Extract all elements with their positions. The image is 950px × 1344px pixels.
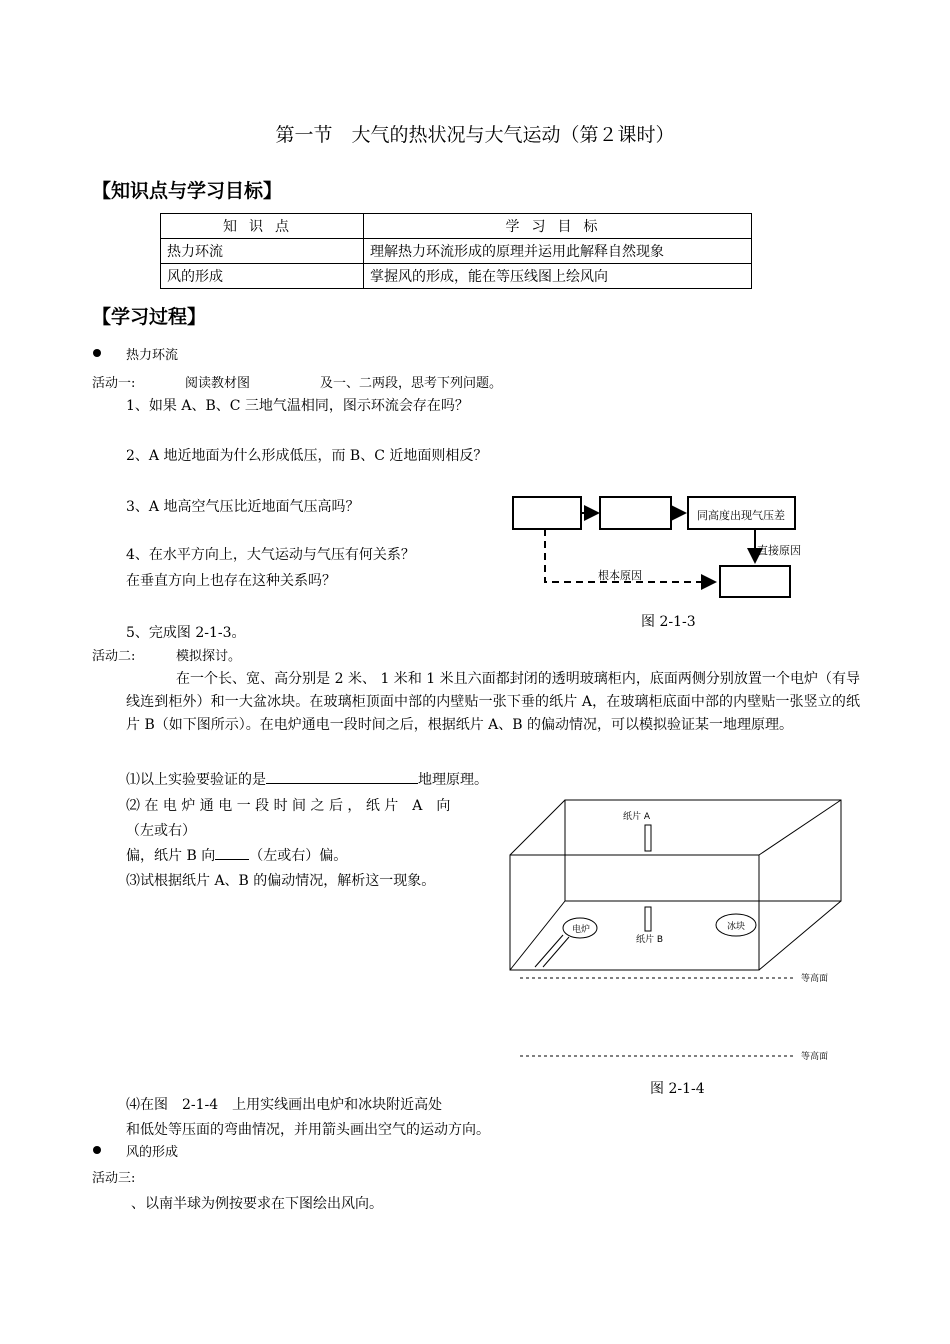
- table-header-row: [161, 214, 752, 239]
- activity1-question-4-line1: 4、在水平方向上，大气运动与气压有何关系？: [126, 547, 415, 563]
- activity2-question-1-prefix: ⑴以上实验要验证的是: [126, 772, 266, 788]
- page-title: 第一节 大气的热状况与大气运动（第２课时）: [275, 124, 675, 146]
- activity1-intro-part2: 及一、二两段，思考下列问题。: [320, 376, 503, 391]
- paper-a-shape: [645, 825, 651, 851]
- root-cause-label: 根本原因: [598, 569, 642, 582]
- table-row: [161, 264, 752, 289]
- ice-label: 冰块: [727, 922, 746, 932]
- bullet-icon: [93, 1146, 101, 1154]
- flow-box-1: [513, 497, 581, 529]
- table-cell: 风的形成: [161, 264, 364, 289]
- table-cell: 掌握风的形成，能在等压线图上绘风向: [364, 264, 752, 289]
- table-header-goal: 学习目标: [364, 214, 752, 239]
- figure-2-1-4-glass-box: [505, 795, 850, 1070]
- activity1-question-5: 5、完成图 2-1-3。: [126, 625, 246, 641]
- activity2-question-3: ⑶试根据纸片 A、B 的偏动情况，解析这一现象。: [126, 873, 436, 889]
- activity2-question-2-line3: [126, 845, 347, 865]
- activity2-question-4-line1: ⑷在图 2-1-4 上用实线画出电炉和冰块附近高处: [126, 1097, 443, 1113]
- activity1-label: 活动一:: [92, 376, 136, 391]
- figure-2-1-4-caption: 图 2-1-4: [650, 1081, 705, 1097]
- activity2-question-4-line2: 和低处等压面的弯曲情况，并用箭头画出空气的运动方向。: [126, 1122, 490, 1138]
- table-row: [161, 239, 752, 264]
- flow-box-3-label: 同高度出现气压差: [697, 509, 785, 522]
- activity3-task: 、以南半球为例按要求在下图绘出风向。: [131, 1196, 383, 1212]
- section-heading-process: 【学习过程】: [92, 306, 207, 328]
- answer-blank[interactable]: [215, 845, 249, 860]
- stove-wire: [535, 935, 563, 967]
- activity2-question-1: [126, 769, 488, 789]
- paper-a-label: 纸片 A: [623, 812, 651, 822]
- activity2-question-2-line2: （左或右）: [126, 823, 196, 839]
- figure-2-1-3-flowchart: [505, 490, 815, 608]
- activity1-question-4-line2: 在垂直方向上也存在这种关系吗？: [126, 573, 336, 589]
- activity1-question-3: 3、A 地高空气压比近地面气压高吗？: [126, 499, 360, 515]
- stove-wire: [543, 937, 569, 967]
- activity2-question-2-line1: ⑵ 在 电 炉 通 电 一 段 时 间 之 后 ， 纸 片 A 向: [126, 798, 451, 814]
- activity3-label: 活动三:: [92, 1171, 136, 1186]
- activity2-paragraph: 在一个长、宽、高分别是 2 米、 1 米和 1 米且六面都封闭的透明玻璃柜内，底面两侧分别放置一个电炉（有导线连到柜外）和一大盆冰块。在玻璃柜顶面中部的内壁贴一张下垂的纸片 A，在玻璃柜底面中部的内壁贴一张竖立的纸片 B（如下图所示）。在电炉通电一段时间之后，根据纸片 A、B 的偏动情况，可以模拟验证某一地理原理。: [126, 671, 860, 733]
- box-back-face: [565, 800, 841, 901]
- answer-blank[interactable]: [266, 769, 418, 784]
- upper-isobar-label: 等高面: [801, 974, 829, 984]
- activity1-question-1: 1、如果 A、B、C 三地气温相同，图示环流会存在吗？: [126, 398, 469, 414]
- activity2-question-2-prefix: 偏，纸片 B 向: [126, 848, 216, 864]
- topic-heading-wind-formation: 风的形成: [126, 1145, 179, 1160]
- activity1-intro-part1: 阅读教材图: [185, 376, 251, 391]
- paper-b-label: 纸片 B: [636, 935, 664, 945]
- knowledge-table: [160, 213, 752, 289]
- activity2-title: 模拟探讨。: [176, 649, 242, 664]
- activity2-question-2-suffix: （左或右）偏。: [249, 848, 348, 864]
- lower-isobar-label: 等高面: [801, 1052, 829, 1062]
- activity1-question-2: 2、A 地近地面为什么形成低压，而 B、C 近地面则相反？: [126, 448, 488, 464]
- activity2-label: 活动二:: [92, 649, 136, 664]
- direct-cause-label: 直接原因: [757, 544, 801, 557]
- flow-box-2: [600, 497, 671, 529]
- table-cell: 热力环流: [161, 239, 364, 264]
- table-cell: 理解热力环流形成的原理并运用此解释自然现象: [364, 239, 752, 264]
- table-header-knowledge: 知识点: [161, 214, 364, 239]
- bullet-icon: [93, 349, 101, 357]
- section-heading-knowledge: 【知识点与学习目标】: [92, 180, 283, 202]
- topic-heading-thermal-circulation: 热力环流: [126, 348, 179, 363]
- stove-label: 电炉: [572, 925, 591, 935]
- flow-box-4: [720, 566, 790, 597]
- figure-2-1-3-caption: 图 2-1-3: [641, 614, 696, 630]
- paper-b-shape: [645, 907, 651, 931]
- activity2-question-1-suffix: 地理原理。: [418, 772, 488, 788]
